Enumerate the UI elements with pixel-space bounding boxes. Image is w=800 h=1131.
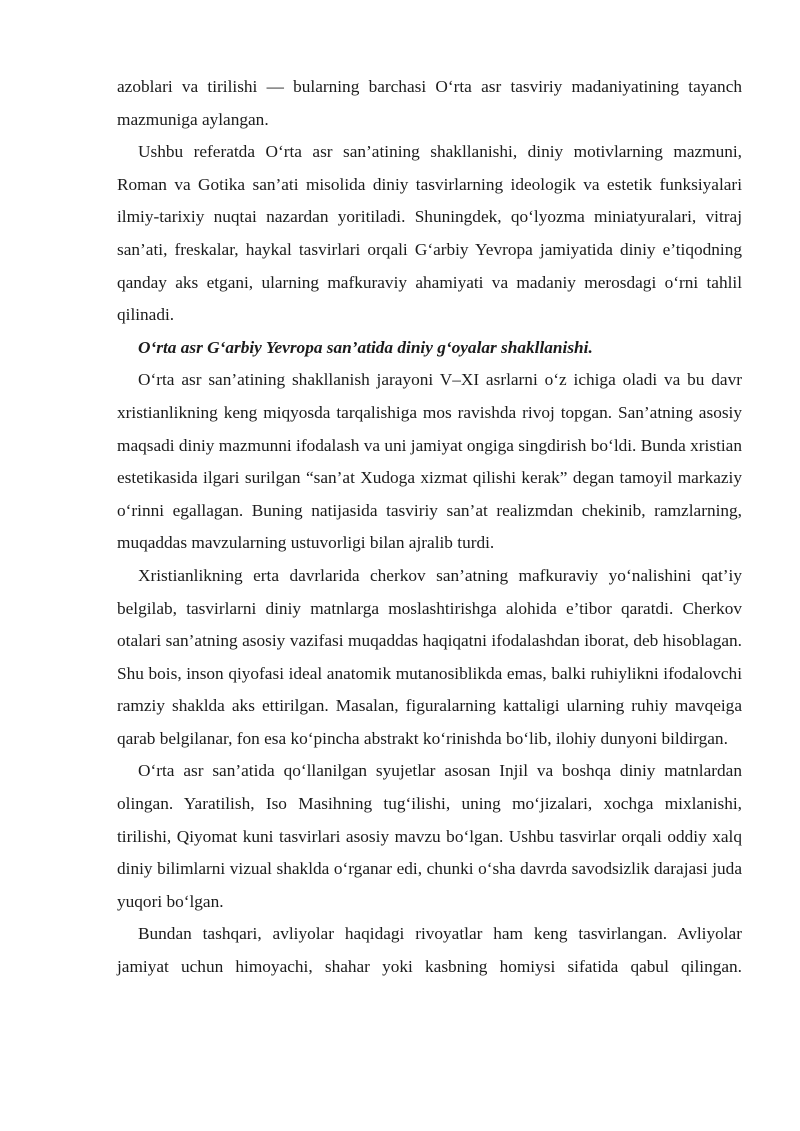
paragraph-church-ideology: Xristianlikning erta davrlarida cherkov san’atning mafkuraviy yo‘nalishini qat’iy belgilab, tasvirlarni diniy matnlarga moslashtirishga alohida e’tibor qaratdi. Cherkov otalari san’atning asosiy vazifasi muqaddas haqiqatni ifodalashdan iborat, deb hisoblagan. Shu bois, inson qiyofasi ideal anatomik mutanosiblikda emas, balki ruhiylikni ifodalovchi ramziy shaklda aks ettirilgan. Masalan, figuralarning kattaligi ularning ruhiy mavqeiga qarab belgilanar, fon esa ko‘pincha abstrakt ko‘rinishda bo‘lib, ilohiy dunyoni bildirgan. bbox=[117, 565, 742, 748]
paragraph-saints: Bundan tashqari, avliyolar haqidagi rivoyatlar ham keng tasvirlangan. Avliyolar jamiyat uchun himoyachi, shahar yoki kasbning homiysi sifatida qabul qilingan. bbox=[117, 924, 742, 977]
paragraph-biblical-subjects: O‘rta asr san’atida qo‘llanilgan syujetlar asosan Injil va boshqa diniy matnlardan olingan. Yaratilish, Iso Masihning tug‘ilishi, uning mo‘jizalari, xochga mixlanishi, tirilishi, Qiyomat kuni tasvirlari asosiy mavzu bo‘lgan. Ushbu tasvirlar orqali oddiy xalq diniy bilimlarni vizual shaklda o‘rganar edi, chunki o‘sha davrda savodsizlik darajasi juda yuqori bo‘lgan. bbox=[117, 761, 742, 911]
document-page bbox=[117, 71, 742, 984]
section-heading: O‘rta asr G‘arbiy Yevropa san’atida diniy g‘oyalar shakllanishi. bbox=[138, 337, 593, 357]
paragraph-formation: O‘rta asr san’atining shakllanish jarayoni V–XI asrlarni o‘z ichiga oladi va bu davr xristianlikning keng miqyosda tarqalishiga mos ravishda rivoj topgan. San’atning asosiy maqsadi diniy mazmunni ifodalash va uni jamiyat ongiga singdirish bo‘ldi. Bunda xristian estetikasida ilgari surilgan “san’at Xudoga xizmat qilishi kerak” degan tamoyil markaziy o‘rinni egallagan. Buning natijasida tasviriy san’at realizmdan chekinib, ramzlarning, muqaddas mavzularning ustuvorligi bilan ajralib turdi. bbox=[117, 370, 742, 553]
paragraph-continuation: azoblari va tirilishi — bularning barchasi O‘rta asr tasviriy madaniyatining tayanch mazmuniga aylangan. bbox=[117, 77, 742, 129]
paragraph-introduction: Ushbu referatda O‘rta asr san’atining shakllanishi, diniy motivlarning mazmuni, Roman va Gotika san’ati misolida diniy tasvirlarning ideologik va estetik funksiyalari ilmiy-tarixiy nuqtai nazardan yoritiladi. Shuningdek, qo‘lyozma miniatyuralari, vitraj san’ati, freskalar, haykal tasvirlari orqali G‘arbiy Yevropa jamiyatida diniy e’tiqodning qanday aks etgani, ularning mafkuraviy ahamiyati va madaniy merosdagi o‘rni tahlil qilinadi. bbox=[117, 142, 742, 325]
